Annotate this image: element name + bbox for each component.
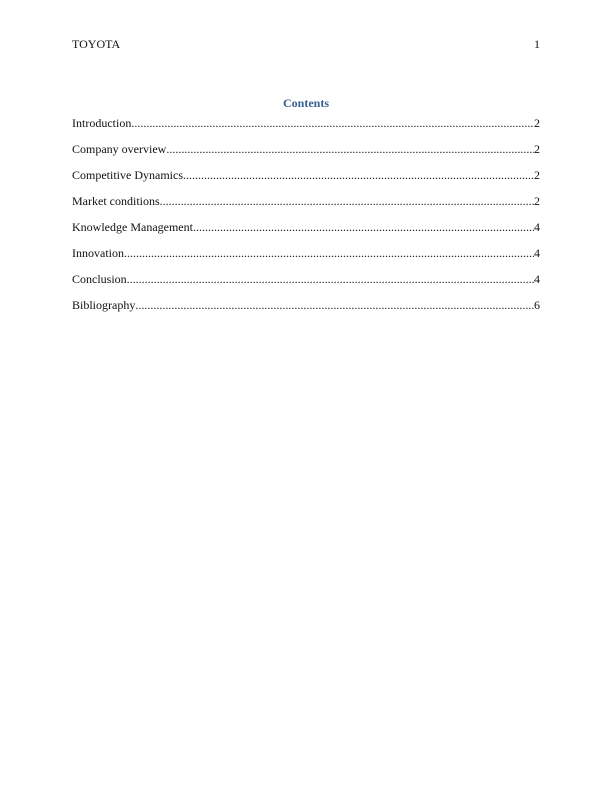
toc-entry-label: Conclusion [72, 272, 127, 286]
toc-entry-label: Innovation [72, 246, 124, 260]
toc-entry-label: Market conditions [72, 194, 160, 208]
toc-entry-conclusion[interactable] [72, 271, 540, 297]
toc-entry-page: 2 [534, 168, 540, 182]
page-header [72, 36, 540, 52]
toc-dot-leader [127, 271, 534, 287]
toc-entry-bibliography[interactable] [72, 297, 540, 323]
toc-dot-leader [166, 141, 534, 157]
toc-entry-page: 4 [534, 220, 540, 234]
toc-dot-leader [124, 245, 534, 261]
toc-entry-label: Competitive Dynamics [72, 168, 183, 182]
toc-entry-knowledge-management[interactable] [72, 219, 540, 245]
toc-entry-page: 2 [534, 194, 540, 208]
toc-entry-page: 6 [534, 298, 540, 312]
toc-entry-company-overview[interactable] [72, 141, 540, 167]
toc-entry-label: Introduction [72, 116, 132, 130]
header-page-number: 1 [534, 37, 540, 51]
toc-entry-introduction[interactable] [72, 115, 540, 141]
toc-entry-competitive-dynamics[interactable] [72, 167, 540, 193]
table-of-contents [72, 115, 540, 323]
header-title: TOYOTA [72, 37, 121, 51]
toc-entry-label: Knowledge Management [72, 220, 193, 234]
toc-dot-leader [183, 167, 534, 183]
toc-entry-page: 2 [534, 116, 540, 130]
toc-dot-leader [160, 193, 534, 209]
toc-entry-page: 4 [534, 272, 540, 286]
toc-dot-leader [135, 297, 534, 313]
toc-entry-page: 2 [534, 142, 540, 156]
toc-entry-market-conditions[interactable] [72, 193, 540, 219]
toc-entry-page: 4 [534, 246, 540, 260]
toc-heading: Contents [282, 96, 329, 110]
toc-entry-innovation[interactable] [72, 245, 540, 271]
toc-entry-label: Company overview [72, 142, 167, 156]
toc-entry-label: Bibliography [72, 298, 136, 312]
toc-dot-leader [193, 219, 534, 235]
toc-dot-leader [131, 115, 534, 131]
